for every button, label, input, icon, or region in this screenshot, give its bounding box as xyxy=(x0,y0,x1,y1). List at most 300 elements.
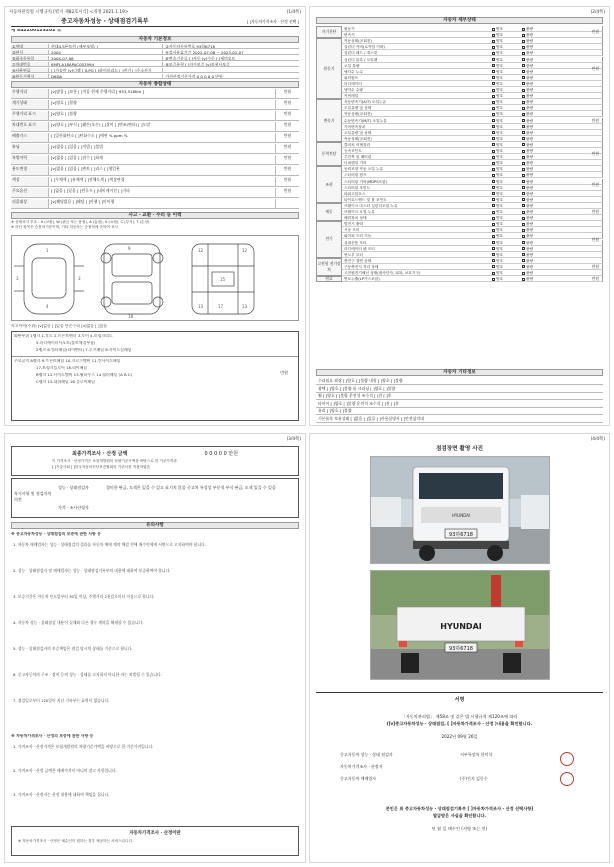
detail-status-bad xyxy=(522,81,533,87)
detail-status-bad xyxy=(522,276,533,282)
checkbox-icon xyxy=(522,52,525,55)
basic-info-value: 2004 xyxy=(51,50,61,55)
detail-title: 자동차 세부상태 xyxy=(316,17,603,24)
accident-title: 사고 · 교환 · 수리 등 이력 xyxy=(11,212,299,219)
basic-info-extra: ⑥변속기종류 [ ]자동 [v]수동 [ ]세미오토 xyxy=(162,56,299,60)
page-1 xyxy=(4,6,306,426)
footer-1: 본인은 위 중고자동차성능 · 상태점검기록부 [ ]자동차가격조사 · 산정 선택사항] xyxy=(385,806,534,811)
signer-name: (주)진지 김동수 xyxy=(460,776,488,781)
checkbox-icon xyxy=(522,113,525,116)
detail-item: 실린더 커버(로커암 커버) xyxy=(344,45,385,50)
parts-table xyxy=(11,331,299,421)
detail-status-good xyxy=(492,50,503,56)
checkbox-icon xyxy=(522,40,525,43)
detail-status-bad xyxy=(522,203,533,209)
detail-item: 냉각수 수량 xyxy=(344,88,363,92)
status-price: 만원 xyxy=(275,111,299,120)
good-label: 양호 xyxy=(496,33,504,38)
detail-status-good xyxy=(492,209,503,215)
detail-status-good xyxy=(492,93,503,99)
bad-label: 불량 xyxy=(526,130,534,135)
good-label: 양호 xyxy=(496,258,504,263)
status-label: 차대번호 표기 xyxy=(11,122,49,131)
photo-title: 점검장면 촬영 사진 xyxy=(435,446,484,452)
status-label: 계기상태 xyxy=(11,100,49,109)
detail-status-bad xyxy=(522,154,533,160)
bad-label: 불량 xyxy=(526,149,534,153)
bad-label: 불량 xyxy=(526,258,534,263)
basic-info-label: ⑩원동기형식 xyxy=(11,74,49,78)
checkbox-icon xyxy=(492,64,495,67)
bad-label: 불량 xyxy=(526,191,534,196)
truck-rear-photo xyxy=(370,570,550,680)
checkbox-icon xyxy=(522,131,525,134)
inspector-label: 성능 · 상태점검자 xyxy=(58,485,89,490)
detail-item: 오일유량 및 상태 xyxy=(344,130,372,135)
basic-info-row xyxy=(11,74,299,79)
status-row xyxy=(11,199,299,209)
good-label: 양호 xyxy=(496,191,504,196)
checkbox-icon xyxy=(522,265,525,268)
status-label: 배출가스 xyxy=(11,133,49,142)
detail-item: 와이퍼 모터 기능 xyxy=(344,234,372,239)
status-row xyxy=(11,177,299,187)
page-4 xyxy=(309,433,610,863)
sign-text-2: ([v]중고자동차성능 · 상태점검, [ ]자동차가격조사 · 산정 )내용을 확인합니다. xyxy=(386,721,533,726)
detail-group-price: 만원 xyxy=(591,181,599,187)
status-label: 주요옵션 xyxy=(11,188,49,197)
checkbox-icon xyxy=(492,247,495,250)
footer-text: ※ 자동차가격조사 · 산정은 매수인이 원하는 경우 제공하는 서비스입니다. xyxy=(18,839,134,843)
appraiser-label: 가격 · 조사산정자 xyxy=(58,505,89,510)
page-2 xyxy=(309,6,610,426)
etc-row-text: 타이어 [ ]양호 [ ]불량 운전석 조수석 [ ]전 [ ]후 xyxy=(318,400,399,406)
basic-info-extra: ②자동차등록번호 93하6718 xyxy=(162,44,299,48)
detail-group-label: 제동 xyxy=(316,203,342,221)
status-price: 만원 xyxy=(275,100,299,109)
bad-label: 불량 xyxy=(526,112,534,117)
detail-status-good xyxy=(492,160,503,166)
bad-label: 불량 xyxy=(526,106,534,111)
bad-label: 불량 xyxy=(526,27,534,31)
sign-title: 서명 xyxy=(454,697,465,703)
checkbox-icon xyxy=(522,174,525,177)
truck-front-svg xyxy=(371,457,550,564)
basic-info-extra: ④검사유효기간 2022-07-08 ~ 2023-01-07 xyxy=(162,50,299,54)
detail-item: 브레이크 오일 누유 xyxy=(344,210,375,214)
detail-status-bad xyxy=(522,227,533,233)
basic-info-label: ⑨사용연료 xyxy=(11,68,49,72)
detail-status-good xyxy=(492,172,503,178)
detail-status-bad xyxy=(522,252,533,258)
detail-row xyxy=(342,276,603,282)
detail-status-bad xyxy=(522,32,533,38)
status-row xyxy=(11,144,299,154)
bad-label: 불량 xyxy=(526,234,534,239)
good-label: 양호 xyxy=(496,222,504,227)
check-title: 자동차 종합상태 xyxy=(11,81,299,88)
bad-label: 불량 xyxy=(526,210,534,214)
detail-status-good xyxy=(492,197,503,203)
status-value: [v]없음 [ ]있음 [ ]적법 [ ]불법 xyxy=(51,144,103,149)
bad-label: 불량 xyxy=(526,124,534,129)
good-label: 양호 xyxy=(496,106,504,111)
detail-status-good xyxy=(492,32,503,38)
basic-info-title: 자동차 기본정보 xyxy=(11,36,299,43)
good-label: 양호 xyxy=(496,197,504,202)
outer-rank-1b: 5.라디에이터서포트(볼트체결부품) xyxy=(36,341,96,345)
sign-date: 2022년 09월 26일 xyxy=(441,734,478,739)
basic-info-value: 2004-07-08 xyxy=(51,56,74,61)
good-label: 양호 xyxy=(496,124,504,129)
detail-status-bad xyxy=(522,142,533,148)
detail-status-good xyxy=(492,276,503,282)
detail-status-good xyxy=(492,130,503,136)
bad-label: 불량 xyxy=(526,252,534,257)
detail-status-good xyxy=(492,26,503,32)
checkbox-icon xyxy=(522,235,525,238)
warning-sub-2: ※ 자동차가격조사 · 산정의 보증에 관한 사항 등 xyxy=(11,734,94,738)
svg-text:12: 12 xyxy=(198,248,204,253)
detail-status-bad xyxy=(522,44,533,50)
rear-plate: 93하6718 xyxy=(449,646,473,652)
checkbox-icon xyxy=(492,95,495,98)
page-number-3: (3/4쪽) xyxy=(286,437,301,442)
status-row xyxy=(11,89,299,99)
checkbox-icon xyxy=(492,150,495,153)
checkbox-icon xyxy=(492,235,495,238)
bad-label: 불량 xyxy=(526,88,534,92)
front-brand: HYUNDAI xyxy=(451,513,471,518)
status-row xyxy=(11,122,299,132)
checkbox-icon xyxy=(492,204,495,207)
checkbox-icon xyxy=(522,82,525,85)
detail-item: 원동기 xyxy=(344,27,355,31)
checkbox-icon xyxy=(492,223,495,226)
footer-box xyxy=(11,826,299,856)
detail-group-label: 동력전달 xyxy=(316,142,342,166)
page-4-header xyxy=(314,436,605,443)
detail-item: 실린더 헤드 / 개스킷 xyxy=(344,51,378,56)
detail-item: 스티어링 펌프 xyxy=(344,173,367,178)
svg-text:13: 13 xyxy=(242,304,248,309)
checkbox-icon xyxy=(492,174,495,177)
checkbox-icon xyxy=(522,211,525,214)
checkbox-icon xyxy=(522,125,525,128)
checkbox-icon xyxy=(492,125,495,128)
warning-title: 유의사항 xyxy=(11,522,299,529)
detail-status-good xyxy=(492,264,503,270)
detail-item: 브레이크 마스터 실린더오일 누유 xyxy=(344,203,398,208)
detail-status-good xyxy=(492,203,503,209)
special-notes-box xyxy=(11,478,299,518)
warning-note: 7. 점검일로부터 120일이 지난 기록부는 효력이 없습니다. xyxy=(13,698,110,703)
signer-name: 서부특장차 한덕석 xyxy=(460,752,493,757)
etc-row xyxy=(316,378,603,385)
bad-label: 불량 xyxy=(526,161,534,166)
bad-label: 불량 xyxy=(526,240,534,245)
final-price-note-2: [ ]기술사회 [ ]한국자동차진단보증협회의 기준서를 적용하였음 xyxy=(52,465,151,469)
bad-label: 불량 xyxy=(526,173,534,178)
page-3 xyxy=(4,433,306,863)
status-label: 튜닝 xyxy=(11,144,49,153)
detail-status-good xyxy=(492,246,503,252)
detail-item: 파워고압호스 xyxy=(344,191,366,196)
detail-item: 자동변속기(A/T) 오일누유 xyxy=(344,100,387,105)
main-parts-b: B랭크 12.사이드멤버 13.휠하우스 14.필러패널 (A B C) xyxy=(36,373,133,377)
car-diagram-svg xyxy=(12,236,300,322)
checkbox-icon xyxy=(492,89,495,92)
detail-status-bad xyxy=(522,57,533,63)
detail-status-bad xyxy=(522,160,533,166)
checkbox-icon xyxy=(522,143,525,146)
svg-text:9: 9 xyxy=(128,246,131,251)
detail-group-price: 만원 xyxy=(591,117,599,123)
detail-status-good xyxy=(492,111,503,117)
detail-item: 동력조향 작동 오일 누유 xyxy=(344,167,384,172)
detail-item: 윈도우 모터 xyxy=(344,252,363,257)
status-price: 만원 xyxy=(275,188,299,197)
good-label: 양호 xyxy=(496,179,504,184)
etc-row xyxy=(316,401,603,408)
etc-row xyxy=(316,416,603,423)
bad-label: 불량 xyxy=(526,246,534,251)
checkbox-icon xyxy=(522,119,525,122)
checkbox-icon xyxy=(492,217,495,220)
status-price: 만원 xyxy=(275,155,299,164)
basic-info-value: [ ]가솔린 [v]디젤 [ ]LPG [ ]하이브리드 [ ]전기 [ ]수소전기 xyxy=(51,68,152,73)
basic-info-value: D6DA xyxy=(51,74,63,79)
special-notes-text: 경미한 판금, 도색은 있을 수 있고 표기치 않음 중고차 특성상 부분적 부식 판금, 도색 있을 수 있음 xyxy=(106,485,276,490)
checkbox-icon xyxy=(522,64,525,67)
detail-status-bad xyxy=(522,148,533,154)
checkbox-icon xyxy=(492,272,495,275)
good-label: 양호 xyxy=(496,63,504,68)
good-label: 양호 xyxy=(496,142,504,147)
bad-label: 불량 xyxy=(526,155,534,160)
detail-status-good xyxy=(492,99,503,105)
detail-group-label: 전기 xyxy=(316,221,342,258)
detail-status-bad xyxy=(522,264,533,270)
detail-status-good xyxy=(492,124,503,130)
detail-status-good xyxy=(492,69,503,75)
checkbox-icon xyxy=(492,211,495,214)
warning-note-2: 1. 가격조사 · 산정가격은 보험개발원의 차량기준가액을 바탕으로 한 기준가격입니다. xyxy=(13,744,154,749)
checkbox-icon xyxy=(492,278,495,281)
detail-item: 실내송풍 모터 xyxy=(344,240,367,245)
detail-status-bad xyxy=(522,99,533,105)
bad-label: 불량 xyxy=(526,69,534,74)
detail-group-price: 만원 xyxy=(591,209,599,215)
good-label: 양호 xyxy=(496,69,504,74)
checkbox-icon xyxy=(522,46,525,49)
checkbox-icon xyxy=(522,89,525,92)
basic-info-label: ⑦차대번호 xyxy=(11,62,49,66)
good-label: 양호 xyxy=(496,81,504,86)
basic-info-row xyxy=(11,56,299,61)
detail-status-bad xyxy=(522,69,533,75)
svg-text:12: 12 xyxy=(242,248,248,253)
detail-status-good xyxy=(492,154,503,160)
detail-item: 커먼레일 xyxy=(344,94,359,99)
checkbox-icon xyxy=(522,223,525,226)
detail-status-bad xyxy=(522,50,533,56)
detail-item: 스티어링 기어(MDPS포함) xyxy=(344,179,388,184)
form-title-options: [ ]자동차가격조사 · 산정 선택 ] xyxy=(246,19,299,24)
checkbox-icon xyxy=(522,192,525,195)
detail-status-good xyxy=(492,44,503,50)
form-title-bar xyxy=(11,17,299,27)
detail-status-good xyxy=(492,136,503,142)
detail-status-bad xyxy=(522,246,533,252)
detail-item: 수동변속기(M/T) 오일누유 xyxy=(344,118,387,123)
status-value: [v]없음 [ ]있음 [ ]렌트 [ ]리스 [ ]영업용 xyxy=(51,166,120,171)
signer-role: 중고자동차 성능 · 상태 점검자 xyxy=(340,752,393,757)
basic-info-row xyxy=(11,50,299,55)
good-label: 양호 xyxy=(496,203,504,208)
page-1-header xyxy=(9,9,301,16)
checkbox-icon xyxy=(492,186,495,189)
detail-item: 구동축전지 격리 상태 xyxy=(344,264,379,269)
checkbox-icon xyxy=(492,52,495,55)
svg-text:15: 15 xyxy=(220,277,226,282)
good-label: 양호 xyxy=(496,277,504,282)
checkbox-icon xyxy=(522,156,525,159)
checkbox-icon xyxy=(492,70,495,73)
page-number-4: (4/4쪽) xyxy=(590,437,605,442)
detail-status-good xyxy=(492,252,503,258)
basic-info-row xyxy=(11,68,299,73)
detail-group-label: 원동기 xyxy=(316,38,342,99)
checkbox-icon xyxy=(522,278,525,281)
good-label: 양호 xyxy=(496,100,504,105)
checkbox-icon xyxy=(492,265,495,268)
bad-label: 불량 xyxy=(526,57,534,62)
good-label: 양호 xyxy=(496,167,504,172)
bad-label: 불량 xyxy=(526,228,534,233)
detail-status-bad xyxy=(522,209,533,215)
detail-item: 작동상태(공회전) xyxy=(344,39,372,44)
status-row xyxy=(11,133,299,143)
detail-item: 오일유량 및 상태 xyxy=(344,106,372,111)
detail-item: 타이로드엔드 및 볼 조인트 xyxy=(344,197,387,202)
good-label: 양호 xyxy=(496,185,504,190)
detail-item: 등속조인트 xyxy=(344,149,362,153)
etc-title: 자동차 기타정보 xyxy=(316,369,603,376)
page-number: (1/4쪽) xyxy=(286,10,301,15)
checkbox-icon xyxy=(492,156,495,159)
status-value: [v]양호 [ ]부식 [ ]훼손(오손) [ ]상이 [ ]변조(변타) [ ]도말 xyxy=(51,122,151,127)
detail-status-bad xyxy=(522,221,533,227)
bad-label: 불량 xyxy=(526,142,534,147)
final-price-title: 최종가격조사 · 산정 금액 xyxy=(72,451,128,457)
checkbox-icon xyxy=(492,137,495,140)
bad-label: 불량 xyxy=(526,197,534,202)
checkbox-icon xyxy=(522,70,525,73)
detail-status-bad xyxy=(522,270,533,276)
checkbox-icon xyxy=(492,253,495,256)
detail-item: 시동 모터 xyxy=(344,228,360,233)
good-label: 양호 xyxy=(496,45,504,50)
basic-info-extra: ⑧보증유형 [ ]자가보증 [v]보험사보증 xyxy=(162,62,299,66)
bad-label: 불량 xyxy=(526,203,534,208)
etc-row xyxy=(316,386,603,393)
checkbox-icon xyxy=(492,82,495,85)
checkbox-icon xyxy=(492,107,495,110)
status-price: 만원 xyxy=(275,133,299,142)
detail-status-bad xyxy=(522,118,533,124)
checkbox-icon xyxy=(492,58,495,61)
detail-status-bad xyxy=(522,87,533,93)
detail-group-label: 자기진단 xyxy=(316,26,342,38)
bad-label: 불량 xyxy=(526,33,534,38)
checkbox-icon xyxy=(492,198,495,201)
detail-status-bad xyxy=(522,166,533,172)
etc-row-text: 기본품목 보유상태 [ ]없음 [ ]있음 [ ]사용설명서 [ ]안전삼각대 xyxy=(318,415,424,421)
etc-row-text: 수리필요 외장 [ ]양호 [ ]불량 내장 [ ]양호 [ ]불량 xyxy=(318,378,403,383)
basic-info-row xyxy=(11,44,299,49)
checkbox-icon xyxy=(522,101,525,104)
detail-group-price: 만원 xyxy=(591,236,599,242)
detail-status-bad xyxy=(522,26,533,32)
checkbox-icon xyxy=(492,113,495,116)
good-label: 양호 xyxy=(496,240,504,245)
truck-front-photo xyxy=(370,456,550,564)
warning-note: 5. 성능 · 상태점검자의 보증책임은 점검 당시의 상태를 기준으로 합니다. xyxy=(13,646,133,651)
detail-item: 클러치 어셈블리 xyxy=(344,142,371,147)
bad-label: 불량 xyxy=(526,100,534,105)
detail-group-label: 조향 xyxy=(316,166,342,203)
signer-role: 자동차가격조사 · 산정자 xyxy=(340,764,383,769)
status-row xyxy=(11,166,299,176)
checkbox-icon xyxy=(492,259,495,262)
warning-note-2: 2. 가격조사 · 산정 금액은 매매가격이 아니며 참고 사항입니다. xyxy=(13,768,117,773)
detail-item: 배력장치 상태 xyxy=(344,216,367,221)
checkbox-icon xyxy=(522,34,525,37)
detail-item: 스티어링 조인트 xyxy=(344,185,371,190)
bad-label: 불량 xyxy=(526,222,534,227)
detail-status-bad xyxy=(522,185,533,191)
detail-status-good xyxy=(492,227,503,233)
detail-group-price: 만원 xyxy=(591,263,599,269)
basic-info-label: ①차명 xyxy=(11,44,49,48)
outer-rank-1: 외판부위 1랭크 1.후드 2.프론트펜더 3.도어 4.트렁크리드 xyxy=(14,334,113,338)
svg-text:13: 13 xyxy=(198,304,204,309)
history-row: 사고이력(주위) [v]없음 [ ]있음 단순수리 [v]없음 [ ]있음 xyxy=(11,324,108,328)
detail-status-bad xyxy=(522,124,533,130)
bad-label: 불량 xyxy=(526,136,534,141)
good-label: 양호 xyxy=(496,234,504,239)
detail-status-bad xyxy=(522,258,533,264)
detail-item: 추진축 및 베어링 xyxy=(344,155,372,160)
detail-status-good xyxy=(492,81,503,87)
car-diagram xyxy=(11,235,299,321)
good-label: 양호 xyxy=(496,118,504,123)
detail-status-good xyxy=(492,179,503,185)
checkbox-icon xyxy=(522,272,525,275)
basic-info-value: KMFLA18APAC052994 xyxy=(51,62,94,67)
main-parts-c: C랭크 15.대쉬패널 16.플로어패널 xyxy=(36,380,95,384)
detail-item: 오일 유량 xyxy=(344,63,360,68)
good-label: 양호 xyxy=(496,57,504,62)
rear-brand: HYUNDAI xyxy=(440,622,482,631)
bad-label: 불량 xyxy=(526,216,534,221)
detail-item: 실린더 블록 / 오일팬 xyxy=(344,57,378,62)
detail-status-good xyxy=(492,57,503,63)
detail-status-good xyxy=(492,233,503,239)
basic-info-extra xyxy=(162,68,299,72)
detail-item: 냉각수 누수 xyxy=(344,69,363,74)
